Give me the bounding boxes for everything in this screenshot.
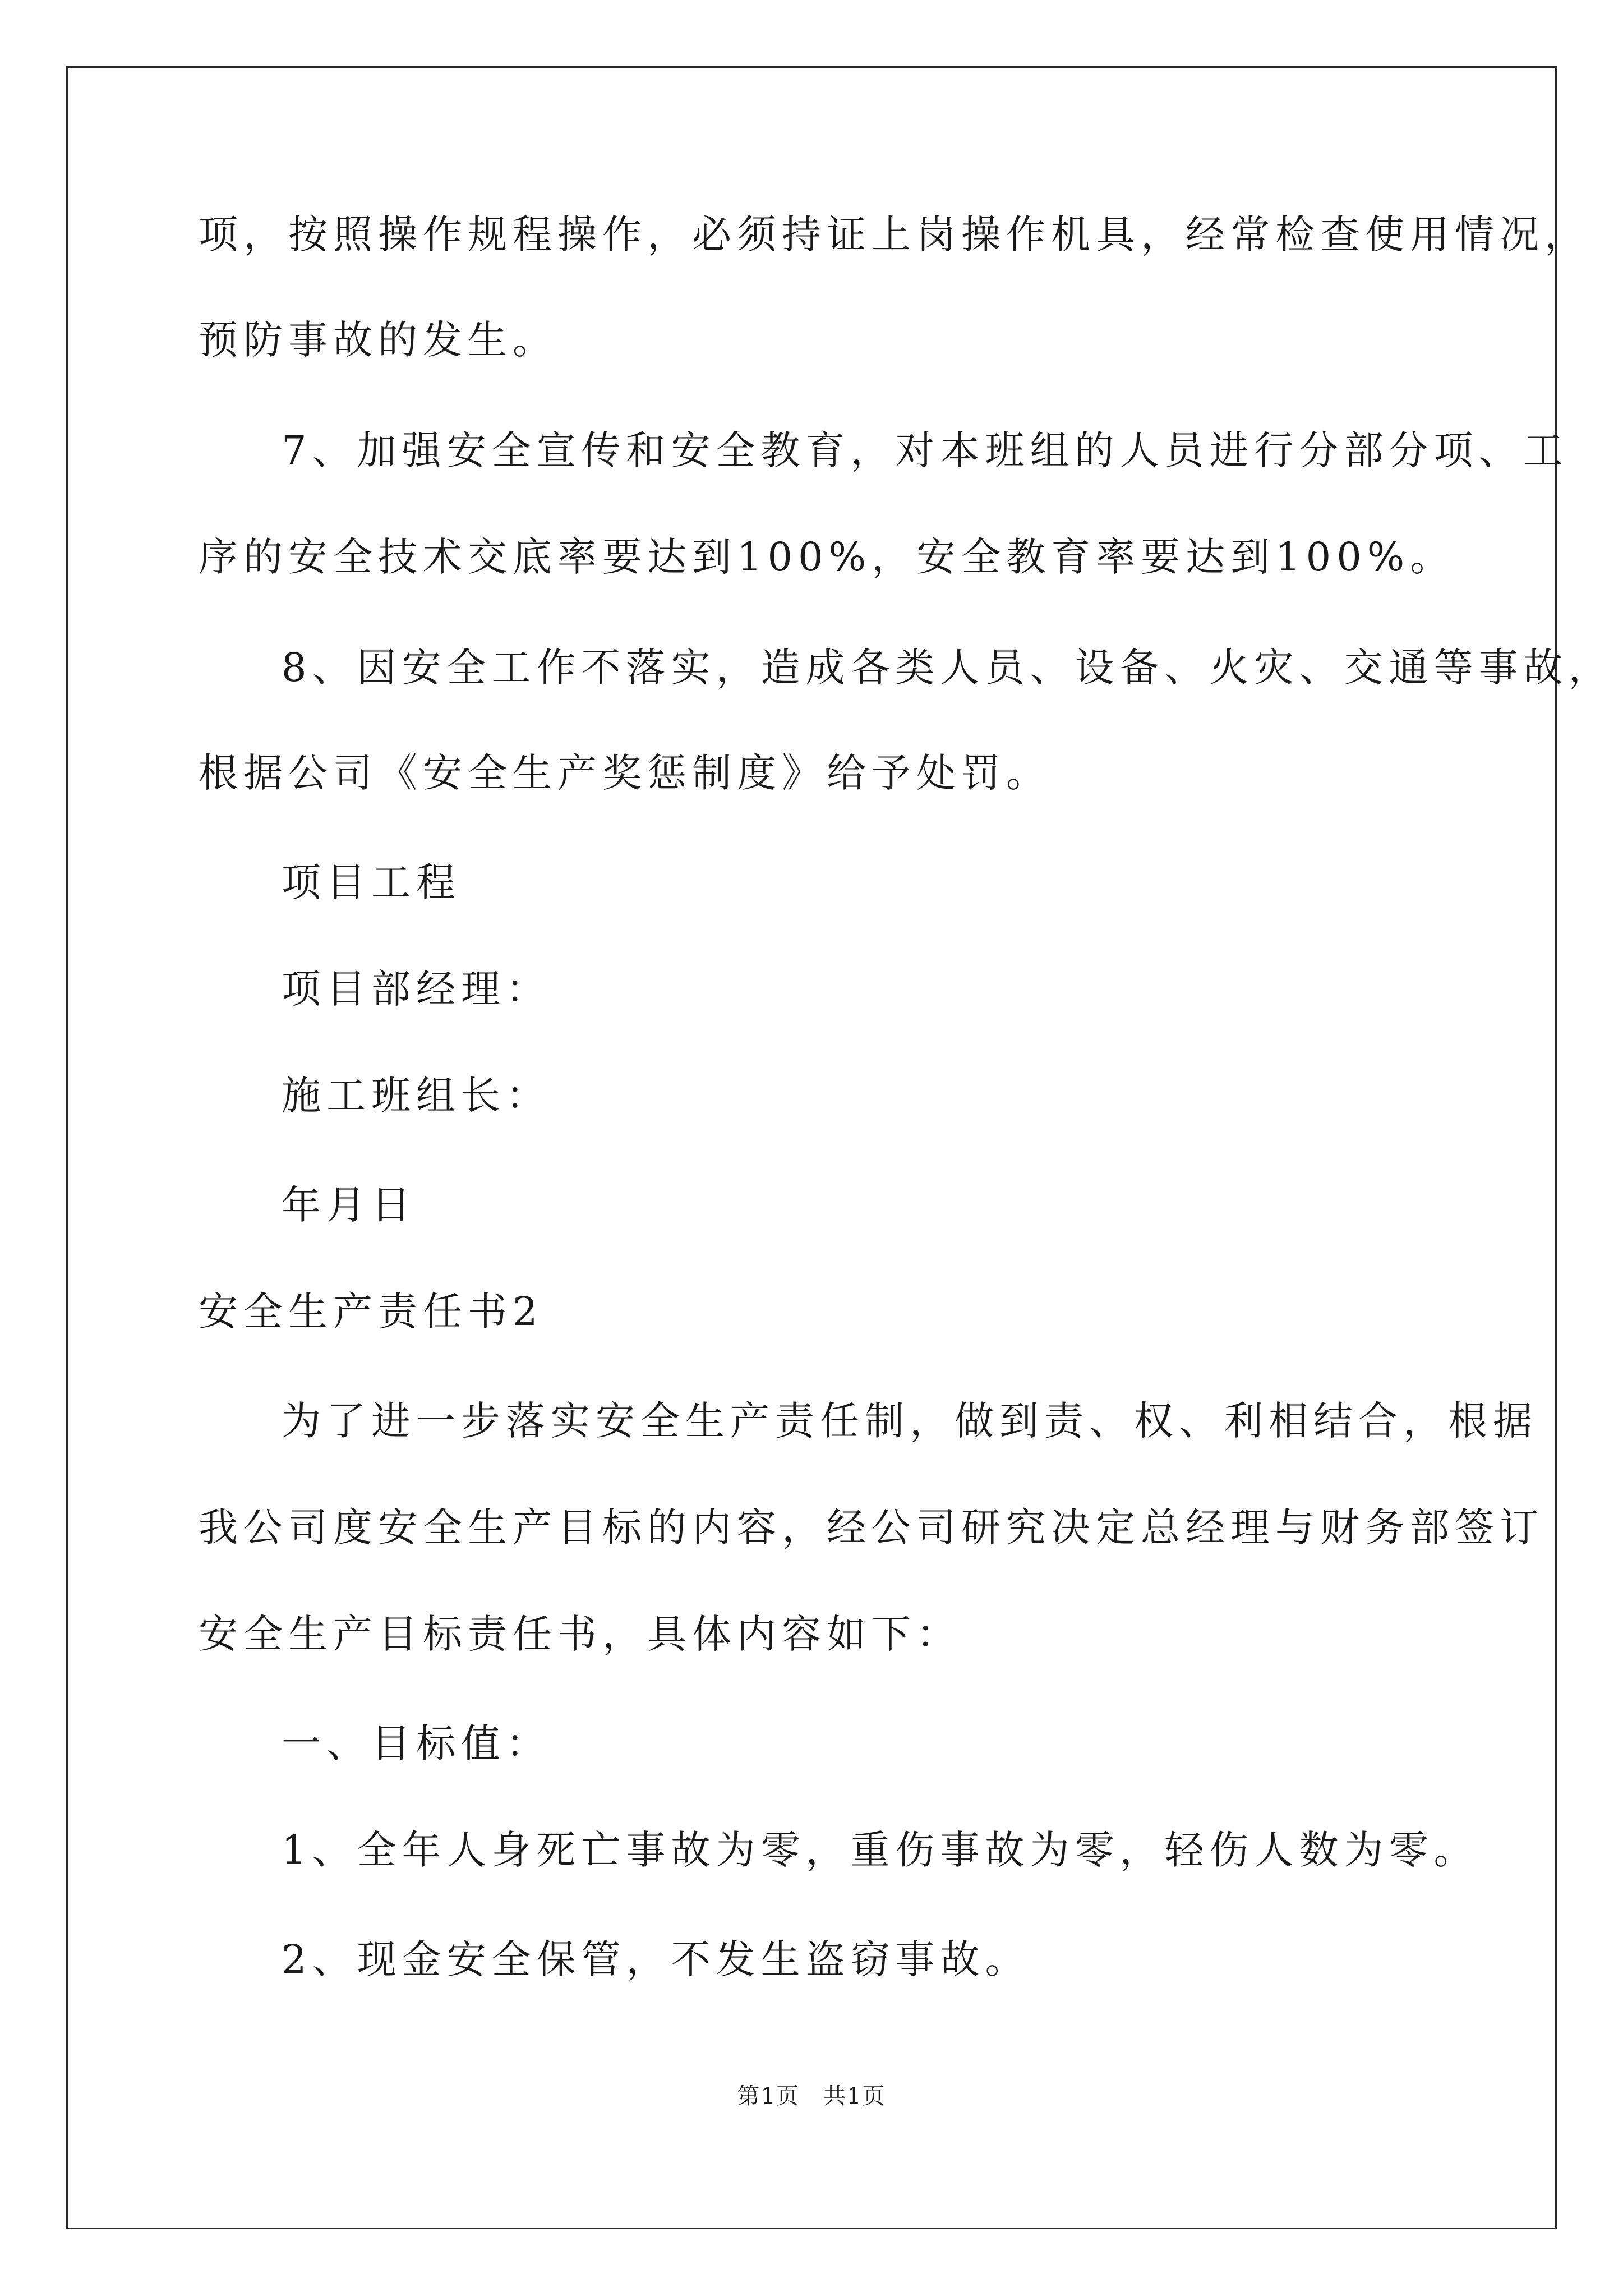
page-border xyxy=(66,66,1557,2229)
signature-team-leader: 施工班组长： xyxy=(282,1073,551,1119)
paragraph-line-continuation: 项，按照操作规程操作，必须持证上岗操作机具，经常检查使用情况， xyxy=(199,211,1589,257)
signature-project: 项目工程 xyxy=(282,859,461,905)
signature-project-manager: 项目部经理： xyxy=(282,966,551,1012)
paragraph-line-intro-cont: 我公司度安全生产目标的内容，经公司研究决定总经理与财务部签订 xyxy=(199,1504,1544,1550)
paragraph-line-continuation: 预防事故的发生。 xyxy=(199,317,557,363)
paragraph-line-intro-cont: 安全生产目标责任书，具体内容如下： xyxy=(199,1611,961,1657)
paragraph-line-item-7: 7、加强安全宣传和安全教育，对本班组的人员进行分部分项、工 xyxy=(282,427,1569,473)
paragraph-line-item-7-cont: 序的安全技术交底率要达到100%，安全教育率要达到100%。 xyxy=(199,534,1455,580)
signature-date: 年月日 xyxy=(282,1182,416,1228)
paragraph-line-item-8: 8、因安全工作不落实，造成各类人员、设备、火灾、交通等事故， xyxy=(282,645,1613,691)
heading-target-values: 一、目标值： xyxy=(282,1720,551,1766)
paragraph-line-intro: 为了进一步落实安全生产责任制，做到责、权、利相结合，根据 xyxy=(282,1398,1538,1444)
list-item-2: 2、现金安全保管，不发生盗窃事故。 xyxy=(282,1936,1030,1982)
page-footer: 第1页 共1页 xyxy=(737,2083,886,2109)
section-title: 安全生产责任书2 xyxy=(199,1289,543,1335)
list-item-1: 1、全年人身死亡事故为零，重伤事故为零，轻伤人数为零。 xyxy=(282,1827,1479,1873)
paragraph-line-item-8-cont: 根据公司《安全生产奖惩制度》给予处罚。 xyxy=(199,750,1051,796)
